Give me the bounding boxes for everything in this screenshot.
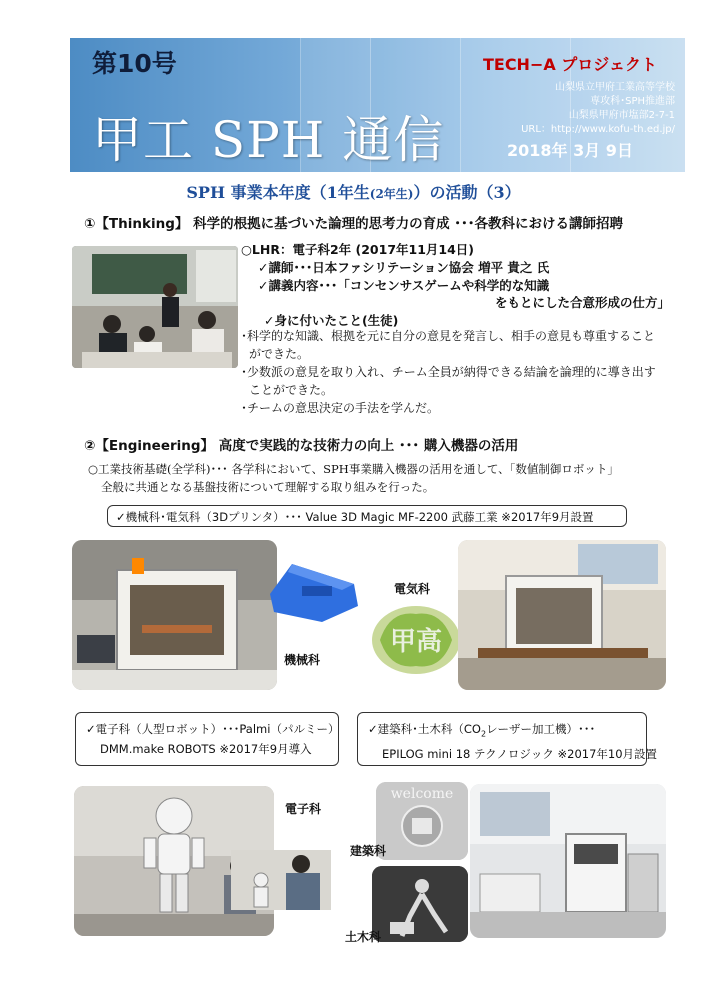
label-civil: 土木科 <box>345 930 382 944</box>
page-subtitle <box>0 180 707 203</box>
lecturer-line: ✓講師･･･日本ファシリテーション協会 増平 貴之 氏 <box>258 260 550 275</box>
section2-heading: ②【Engineering】 高度で実践的な技術力の向上 ･･･ 購入機器の活用 <box>84 438 519 454</box>
3d-printer-photo-mechanical <box>72 540 277 690</box>
green-printed-logo <box>370 604 462 676</box>
equipment-box-3d-printer <box>107 505 627 527</box>
content-line-2: をもとにした合意形成の仕方」 <box>495 295 671 310</box>
equipment-box-robot-line-1: ✓電子科（人型ロボット）･･･Palmi（パルミー） <box>86 722 340 736</box>
3d-printer-photo-electrical <box>458 540 666 690</box>
classroom-photo <box>72 246 238 368</box>
printed-logo-text: 甲高 <box>389 627 443 657</box>
section2-intro-2: 全般に共通となる基盤技術について理解する取り組みを行った。 <box>101 480 435 494</box>
learned-item-1b: ができた。 <box>249 347 310 361</box>
subtitle-tail: ）の活動（3） <box>413 183 521 202</box>
label-electronics: 電子科 <box>285 802 322 816</box>
laser-line-pre: ✓建築科･土木科（CO <box>368 722 481 736</box>
equipment-box-robot-line-2: DMM.make ROBOTS ※2017年9月導入 <box>100 742 312 756</box>
subtitle-small: (2年生) <box>369 187 414 201</box>
department: 専攻科･SPH推進部 <box>590 96 675 107</box>
header-banner <box>70 38 685 172</box>
learned-item-2a: ･少数派の意見を取り入れ、チーム全員が納得できる結論を論理的に導き出す <box>241 365 656 379</box>
issue-date: 2018年 3月 9日 <box>507 141 633 160</box>
equipment-box-3d-printer-text: ✓機械科･電気科（3Dプリンタ）･･･ Value 3D Magic MF-2200 武藤工業 ※2017年9月設置 <box>116 510 594 524</box>
laser-line-sub: 2 <box>480 729 487 739</box>
section2-intro-1: ○工業技術基礎(全学科)･･･ 各学科において、SPH事業購入機器の活用を通して、「数値制御ロボット」 <box>88 462 619 476</box>
equipment-box-laser <box>357 712 658 766</box>
learned-heading: ✓身に付いたこと(生徒) <box>264 313 399 328</box>
learned-item-2b: ことができた。 <box>249 383 334 397</box>
laser-machine-photo <box>470 784 666 938</box>
laser-line-post: レーザー加工機）･･･ <box>486 722 596 736</box>
school-name: 山梨県立甲府工業高等学校 <box>555 82 675 93</box>
issue-number: 第10号 <box>92 49 177 78</box>
laser-engraving-photo <box>372 866 468 942</box>
learned-item-3: ･チームの意思決定の手法を学んだ。 <box>241 401 440 415</box>
equipment-box-laser-line-2: EPILOG mini 18 テクノロジック ※2017年10月設置 <box>382 747 658 762</box>
label-electrical: 電気科 <box>394 582 431 596</box>
equipment-box-laser-line-1 <box>368 719 636 744</box>
equipment-box-robot <box>75 712 339 766</box>
lhr-line: ○LHR：電子科2年 (2017年11月14日) <box>241 242 475 257</box>
subtitle-main: SPH 事業本年度（1年生 <box>186 183 370 202</box>
label-architecture: 建築科 <box>350 844 387 858</box>
blue-printed-part <box>262 556 366 626</box>
welcome-text: welcome <box>390 786 454 802</box>
section1-heading: ①【Thinking】 科学的根拠に基づいた論理的思考力の育成 ･･･各教科における講師招聘 <box>84 216 624 232</box>
address: 山梨県甲府市塩部2-7-1 <box>568 110 675 121</box>
robot-small-photo <box>226 830 336 910</box>
learned-item-1a: ･科学的な知識、根拠を元に自分の意見を発言し、相手の意見も尊重すること <box>241 329 656 343</box>
content-line-1: ✓講義内容･･･「コンセンサスゲームや科学的な知識 <box>258 278 550 293</box>
newsletter-title: 甲工 SPH 通信 <box>92 111 445 169</box>
url: URL：http://www.kofu-th.ed.jp/ <box>521 124 675 135</box>
label-mechanical: 機械科 <box>284 653 321 667</box>
project-name: TECH−A プロジェクト <box>482 55 657 74</box>
laser-welcome-sign-photo <box>376 782 468 860</box>
